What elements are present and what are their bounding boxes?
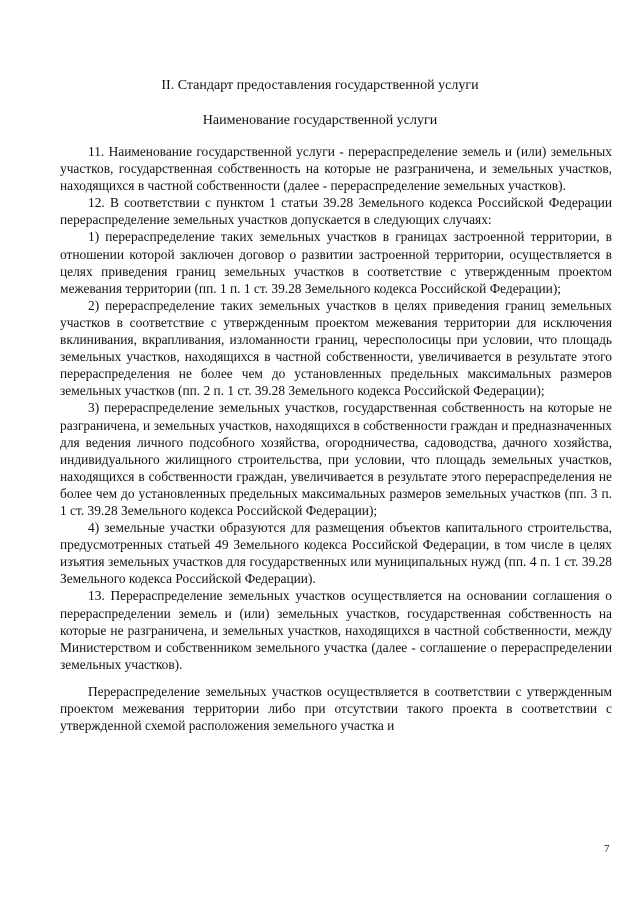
- document-body: [60, 143, 612, 734]
- list-item-3: 3) перераспределение земельных участков, государственная собственность на которые не разграничена, и земельных участков, находящихся в собственности граждан и предназначенных для ведения личного подсобного хозяйства, огородничества, садоводства, дачного хозяйства, индивидуального жилищного строительства, при условии, что площадь земельных участков, находящихся в собственности граждан, увеличивается в результате этого перераспределения не более чем до установленных предельных максимальных размеров земельных участков (пп. 3 п. 1 ст. 39.28 Земельного кодекса Российской Федерации);: [60, 400, 612, 518]
- list-item-2: 2) перераспределение таких земельных участков в целях приведения границ земельных участков в соответствие с утвержденным проектом межевания территории для исключения вклинивания, вкрапливания, изломанности границ, чересполосицы при условии, что площадь земельных участков, находящихся в частной собственности, увеличивается в результате этого перераспределения не более чем до установленных предельных максимальных размеров земельных участков (пп. 2 п. 1 ст. 39.28 Земельного кодекса Российской Федерации);: [60, 297, 612, 399]
- paragraph-11: 11. Наименование государственной услуги - перераспределение земель и (или) земельных участков, государственная собственность на которые не разграничена, и земельных участков, находящихся в частной собственности (далее - перераспределение земельных участков).: [60, 144, 612, 194]
- paragraph-13: 13. Перераспределение земельных участков осуществляется на основании соглашения о перераспределении земель и (или) земельных участков, государственная собственность на которые не разграничена, и земельных участков, находящихся в частной собственности, между Министерством и собственником земельного участка (далее - соглашение о перераспределении земельных участков).: [60, 588, 612, 672]
- section-title: II. Стандарт предоставления государственной услуги: [161, 78, 479, 93]
- list-item-1: 1) перераспределение таких земельных участков в границах застроенной территории, в отношении которой заключен договор о развитии застроенной территории, осуществляется в целях приведения границ земельных участков в соответствие с утвержденным проектом межевания территории (пп. 1 п. 1 ст. 39.28 Земельного кодекса Российской Федерации);: [60, 229, 612, 296]
- paragraph-12: 12. В соответствии с пунктом 1 статьи 39.28 Земельного кодекса Российской Федерации перераспределение земельных участков допускается в следующих случаях:: [60, 195, 612, 228]
- paragraph-redistribution: Перераспределение земельных участков осуществляется в соответствии с утвержденным проектом межевания территории либо при отсутствии такого проекта в соответствии с утвержденной схемой расположения земельного участка и: [60, 683, 612, 734]
- subsection-title: Наименование государственной услуги: [202, 113, 438, 128]
- list-item-4: 4) земельные участки образуются для размещения объектов капитального строительства, предусмотренных статьей 49 Земельного кодекса Российской Федерации, в том числе в целях изъятия земельных участков для государственных или муниципальных нужд (пп. 4 п. 1 ст. 39.28 Земельного кодекса Российской Федерации).: [60, 520, 612, 587]
- page-number: 7: [604, 843, 610, 855]
